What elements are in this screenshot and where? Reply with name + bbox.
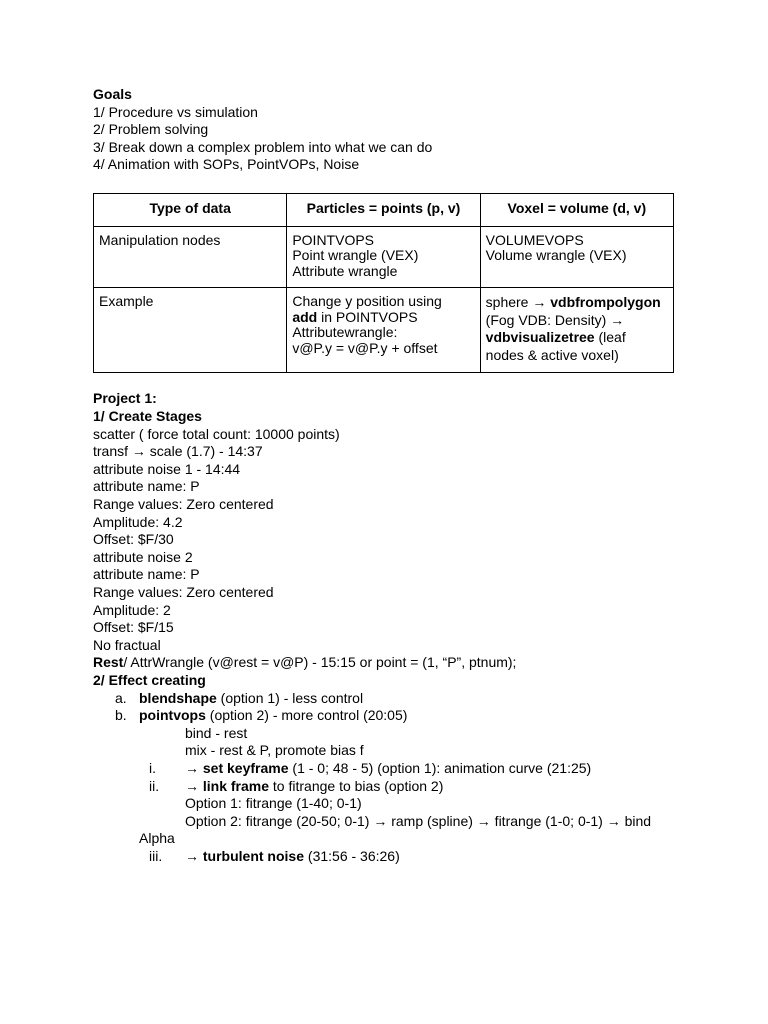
bold-term: set keyframe — [202, 759, 289, 776]
note-line: Option 2: fitrange (20-50; 0-1) → ramp (spline) → fitrange (1-0; 0-1) → bind — [185, 812, 652, 829]
table-cell — [94, 288, 287, 373]
note-line: scatter ( force total count: 10000 points) — [93, 425, 340, 442]
arrow: → — [185, 847, 203, 864]
document-page — [93, 86, 678, 866]
list-item — [93, 760, 678, 778]
note-text: (option 1) - less control — [216, 689, 364, 706]
cell-line — [486, 329, 668, 347]
cell-text: sphere → — [485, 294, 551, 311]
list-item — [93, 778, 678, 796]
goal-item: 4/ Animation with SOPs, PointVOPs, Noise — [93, 156, 360, 173]
note-line: Option 1: fitrange (1-40; 0-1) — [185, 795, 362, 812]
cell-line: POINTVOPS — [292, 231, 375, 248]
bold-term: add — [292, 308, 318, 325]
bold-term: blendshape — [139, 689, 217, 706]
list-text — [115, 707, 407, 725]
goals-heading: Goals — [93, 86, 132, 102]
list-marker: b. — [115, 707, 127, 724]
goal-item: 2/ Problem solving — [93, 121, 209, 138]
note-line: attribute noise 2 — [93, 548, 193, 565]
note-line: mix - rest & P, promote bias f — [185, 742, 364, 759]
note-line: Range values: Zero centered — [93, 496, 274, 513]
bold-term: pointvops — [139, 707, 206, 724]
note-text: (1 - 0; 48 - 5) (option 1): animation curve (21:25) — [288, 759, 592, 776]
goal-item: 3/ Break down a complex problem into what we can do — [93, 138, 433, 155]
cell-line: nodes & active voxel) — [485, 346, 619, 363]
note-line — [93, 654, 678, 672]
table-cell — [480, 288, 673, 373]
list-text — [115, 690, 363, 708]
cell-line: VOLUMEVOPS — [485, 231, 584, 248]
row-label: Manipulation nodes — [99, 231, 221, 248]
cell-line: (Fog VDB: Density) → — [485, 311, 625, 328]
section-heading: 2/ Effect creating — [93, 671, 206, 688]
data-types-table — [93, 193, 674, 374]
cell-line: Change y position using — [292, 293, 442, 310]
table-header-cell: Particles = points (p, v) — [287, 193, 480, 226]
note-line: No fractual — [93, 636, 161, 653]
bold-term: vdbfrompolygon — [550, 294, 661, 311]
list-marker: ii. — [149, 777, 160, 794]
arrow: → — [185, 777, 203, 794]
note-line: Offset: $F/15 — [93, 619, 174, 636]
note-line: attribute name: P — [93, 478, 200, 495]
goal-item: 1/ Procedure vs simulation — [93, 103, 258, 120]
project-title: Project 1: — [93, 390, 157, 407]
cell-text: in POINTVOPS — [317, 308, 418, 325]
note-line: Range values: Zero centered — [93, 584, 274, 600]
list-marker: a. — [115, 689, 127, 706]
arrow: → — [185, 759, 203, 776]
note-line: bind - rest — [185, 724, 248, 741]
note-line: Amplitude: 4.2 — [93, 513, 183, 530]
note-text: to fitrange to bias (option 2) — [269, 777, 444, 794]
note-line: Alpha — [139, 830, 175, 847]
table-cell — [287, 288, 480, 373]
cell-line: Attribute wrangle — [292, 262, 398, 279]
table-header-cell: Type of data — [94, 193, 287, 226]
list-marker: i. — [149, 759, 156, 776]
list-item — [93, 707, 678, 725]
note-line: Amplitude: 2 — [93, 601, 171, 618]
note-line: Offset: $F/30 — [93, 531, 174, 548]
cell-text: (leaf — [594, 329, 626, 346]
bold-term: turbulent noise — [202, 847, 305, 864]
section-heading: 1/ Create Stages — [93, 408, 202, 425]
list-marker: iii. — [149, 847, 163, 864]
bold-term: Rest — [93, 654, 124, 671]
list-item — [93, 690, 678, 708]
cell-line: Volume wrangle (VEX) — [485, 247, 627, 264]
note-line: transf → scale (1.7) - 14:37 — [93, 443, 263, 460]
cell-line: v@P.y = v@P.y + offset — [292, 339, 438, 356]
table-header-row — [94, 193, 674, 226]
table-row — [94, 226, 674, 288]
bold-term: vdbvisualizetree — [485, 329, 595, 346]
table-row — [94, 288, 674, 373]
row-label: Example — [99, 293, 154, 310]
cell-line: Attributewrangle: — [292, 324, 398, 341]
list-item — [93, 848, 678, 866]
note-line: attribute noise 1 - 14:44 — [93, 460, 241, 477]
table-cell — [480, 226, 673, 288]
note-text: / AttrWrangle (v@rest = v@P) - 15:15 or point = (1, “P”, ptnum); — [123, 654, 517, 671]
cell-line — [486, 294, 668, 312]
cell-line — [292, 310, 474, 326]
table-cell — [287, 226, 480, 288]
table-cell — [94, 226, 287, 288]
table-header-cell: Voxel = volume (d, v) — [480, 193, 673, 226]
note-text: (option 2) - more control (20:05) — [205, 707, 408, 724]
bold-term: link frame — [202, 777, 270, 794]
note-text: (31:56 - 36:26) — [304, 847, 400, 864]
note-line: attribute name: P — [93, 566, 200, 583]
cell-line: Point wrangle (VEX) — [292, 247, 419, 264]
